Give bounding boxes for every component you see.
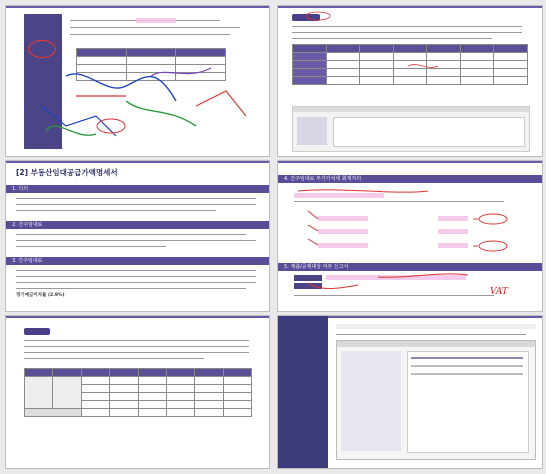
slide-3-thumbnail[interactable] [5,160,270,312]
ink-vat-label: VAT [490,287,508,297]
section-header-4: 4. 간주임대료 부가가치세 회계처리 [278,175,542,183]
handwritten-annotations [278,6,542,156]
handwritten-annotations [6,6,269,156]
data-table [24,368,252,417]
slide-5-thumbnail[interactable] [5,315,270,469]
slide-top-bar [6,316,269,318]
slide-title: [2] 부동산임대공급가액명세서 [16,168,118,177]
embedded-screenshot [336,340,536,460]
slide-1-thumbnail[interactable] [5,5,270,157]
slide-sidebar [278,316,328,468]
section-header-1: 1. 의의 [6,185,269,193]
bold-rate-text: 정기예금이자율 (2.9%) [16,293,65,298]
slide-top-bar [6,161,269,163]
slide-badge [24,328,50,335]
slide-2-thumbnail[interactable] [277,5,543,157]
slide-4-thumbnail[interactable] [277,160,543,312]
section-header-2: 2. 간주임대료 [6,221,269,229]
section-header-3: 3. 간주임대료 [6,257,269,265]
slide-6-thumbnail[interactable] [277,315,543,469]
section-header-5: 5. 제출/공제대상 여부 신고서 [278,263,542,271]
